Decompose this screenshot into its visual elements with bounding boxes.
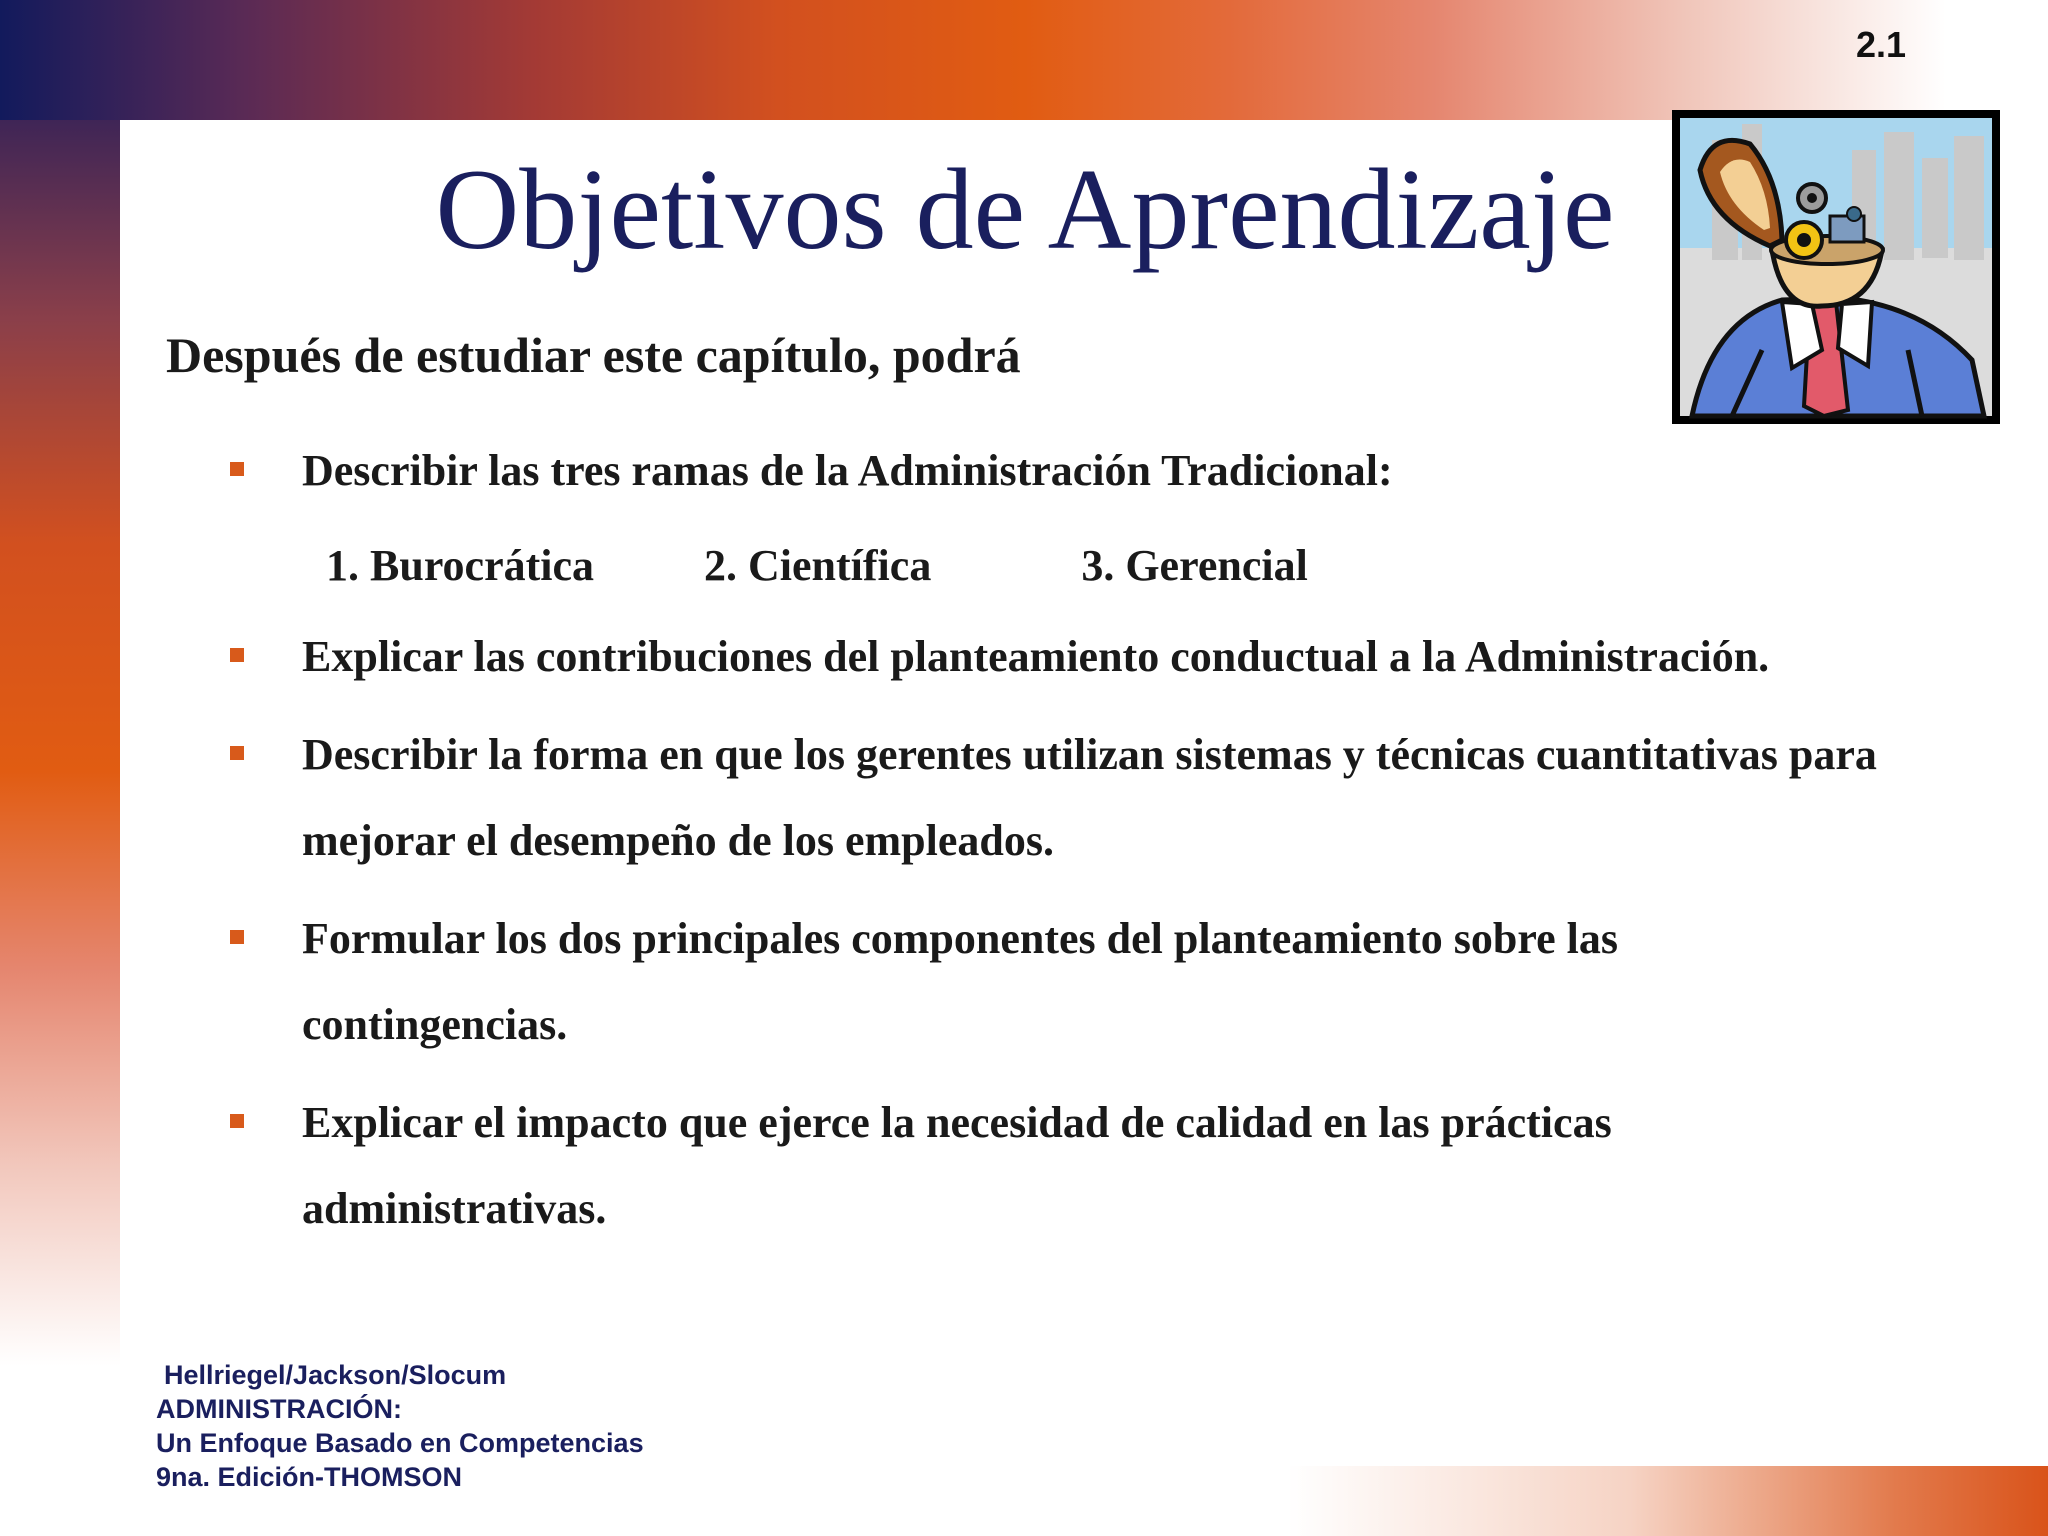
objective-text: Formular los dos principales componentes del planteamiento sobre las contingencias. <box>302 914 1618 1049</box>
square-bullet-icon <box>230 1114 244 1128</box>
book-citation <box>156 1358 644 1494</box>
footer-edition: 9na. Edición-THOMSON <box>156 1462 463 1492</box>
objective-item <box>230 712 1880 884</box>
objectives-list <box>230 428 1880 1264</box>
footer-book-subtitle: Un Enfoque Basado en Competencias <box>156 1428 644 1458</box>
footer-authors: Hellriegel/Jackson/Slocum <box>164 1360 507 1390</box>
branch-item: 1. Burocrática <box>326 541 595 590</box>
footer-book-title: ADMINISTRACIÓN: <box>156 1394 402 1424</box>
branches-row <box>230 526 1880 606</box>
branch-item: 2. Científica <box>704 541 932 590</box>
square-bullet-icon <box>230 746 244 760</box>
objective-text: Describir la forma en que los gerentes utilizan sistemas y técnicas cuantitativas para mejorar el desempeño de los empleados. <box>302 730 1877 865</box>
slide-title: Objetivos de Aprendizaje <box>435 146 1615 274</box>
header-gradient-band <box>0 0 2048 120</box>
square-bullet-icon <box>230 930 244 944</box>
objective-text: Describir las tres ramas de la Administración Tradicional: <box>302 446 1393 495</box>
objective-item <box>230 896 1880 1068</box>
objective-item <box>230 1080 1880 1252</box>
objective-text: Explicar las contribuciones del planteamiento conductual a la Administración. <box>302 632 1770 681</box>
intro-text: Después de estudiar este capítulo, podrá <box>166 327 1021 383</box>
objective-item <box>230 614 1880 700</box>
square-bullet-icon <box>230 462 244 476</box>
branch-item: 3. Gerencial <box>1081 541 1308 590</box>
bottom-gradient-band <box>1288 1466 2048 1536</box>
left-gradient-band <box>0 120 120 1536</box>
slide-number: 2.1 <box>1855 24 1906 65</box>
objective-text: Explicar el impacto que ejerce la necesidad de calidad en las prácticas administrativas. <box>302 1098 1612 1233</box>
square-bullet-icon <box>230 648 244 662</box>
objective-item <box>230 428 1880 514</box>
